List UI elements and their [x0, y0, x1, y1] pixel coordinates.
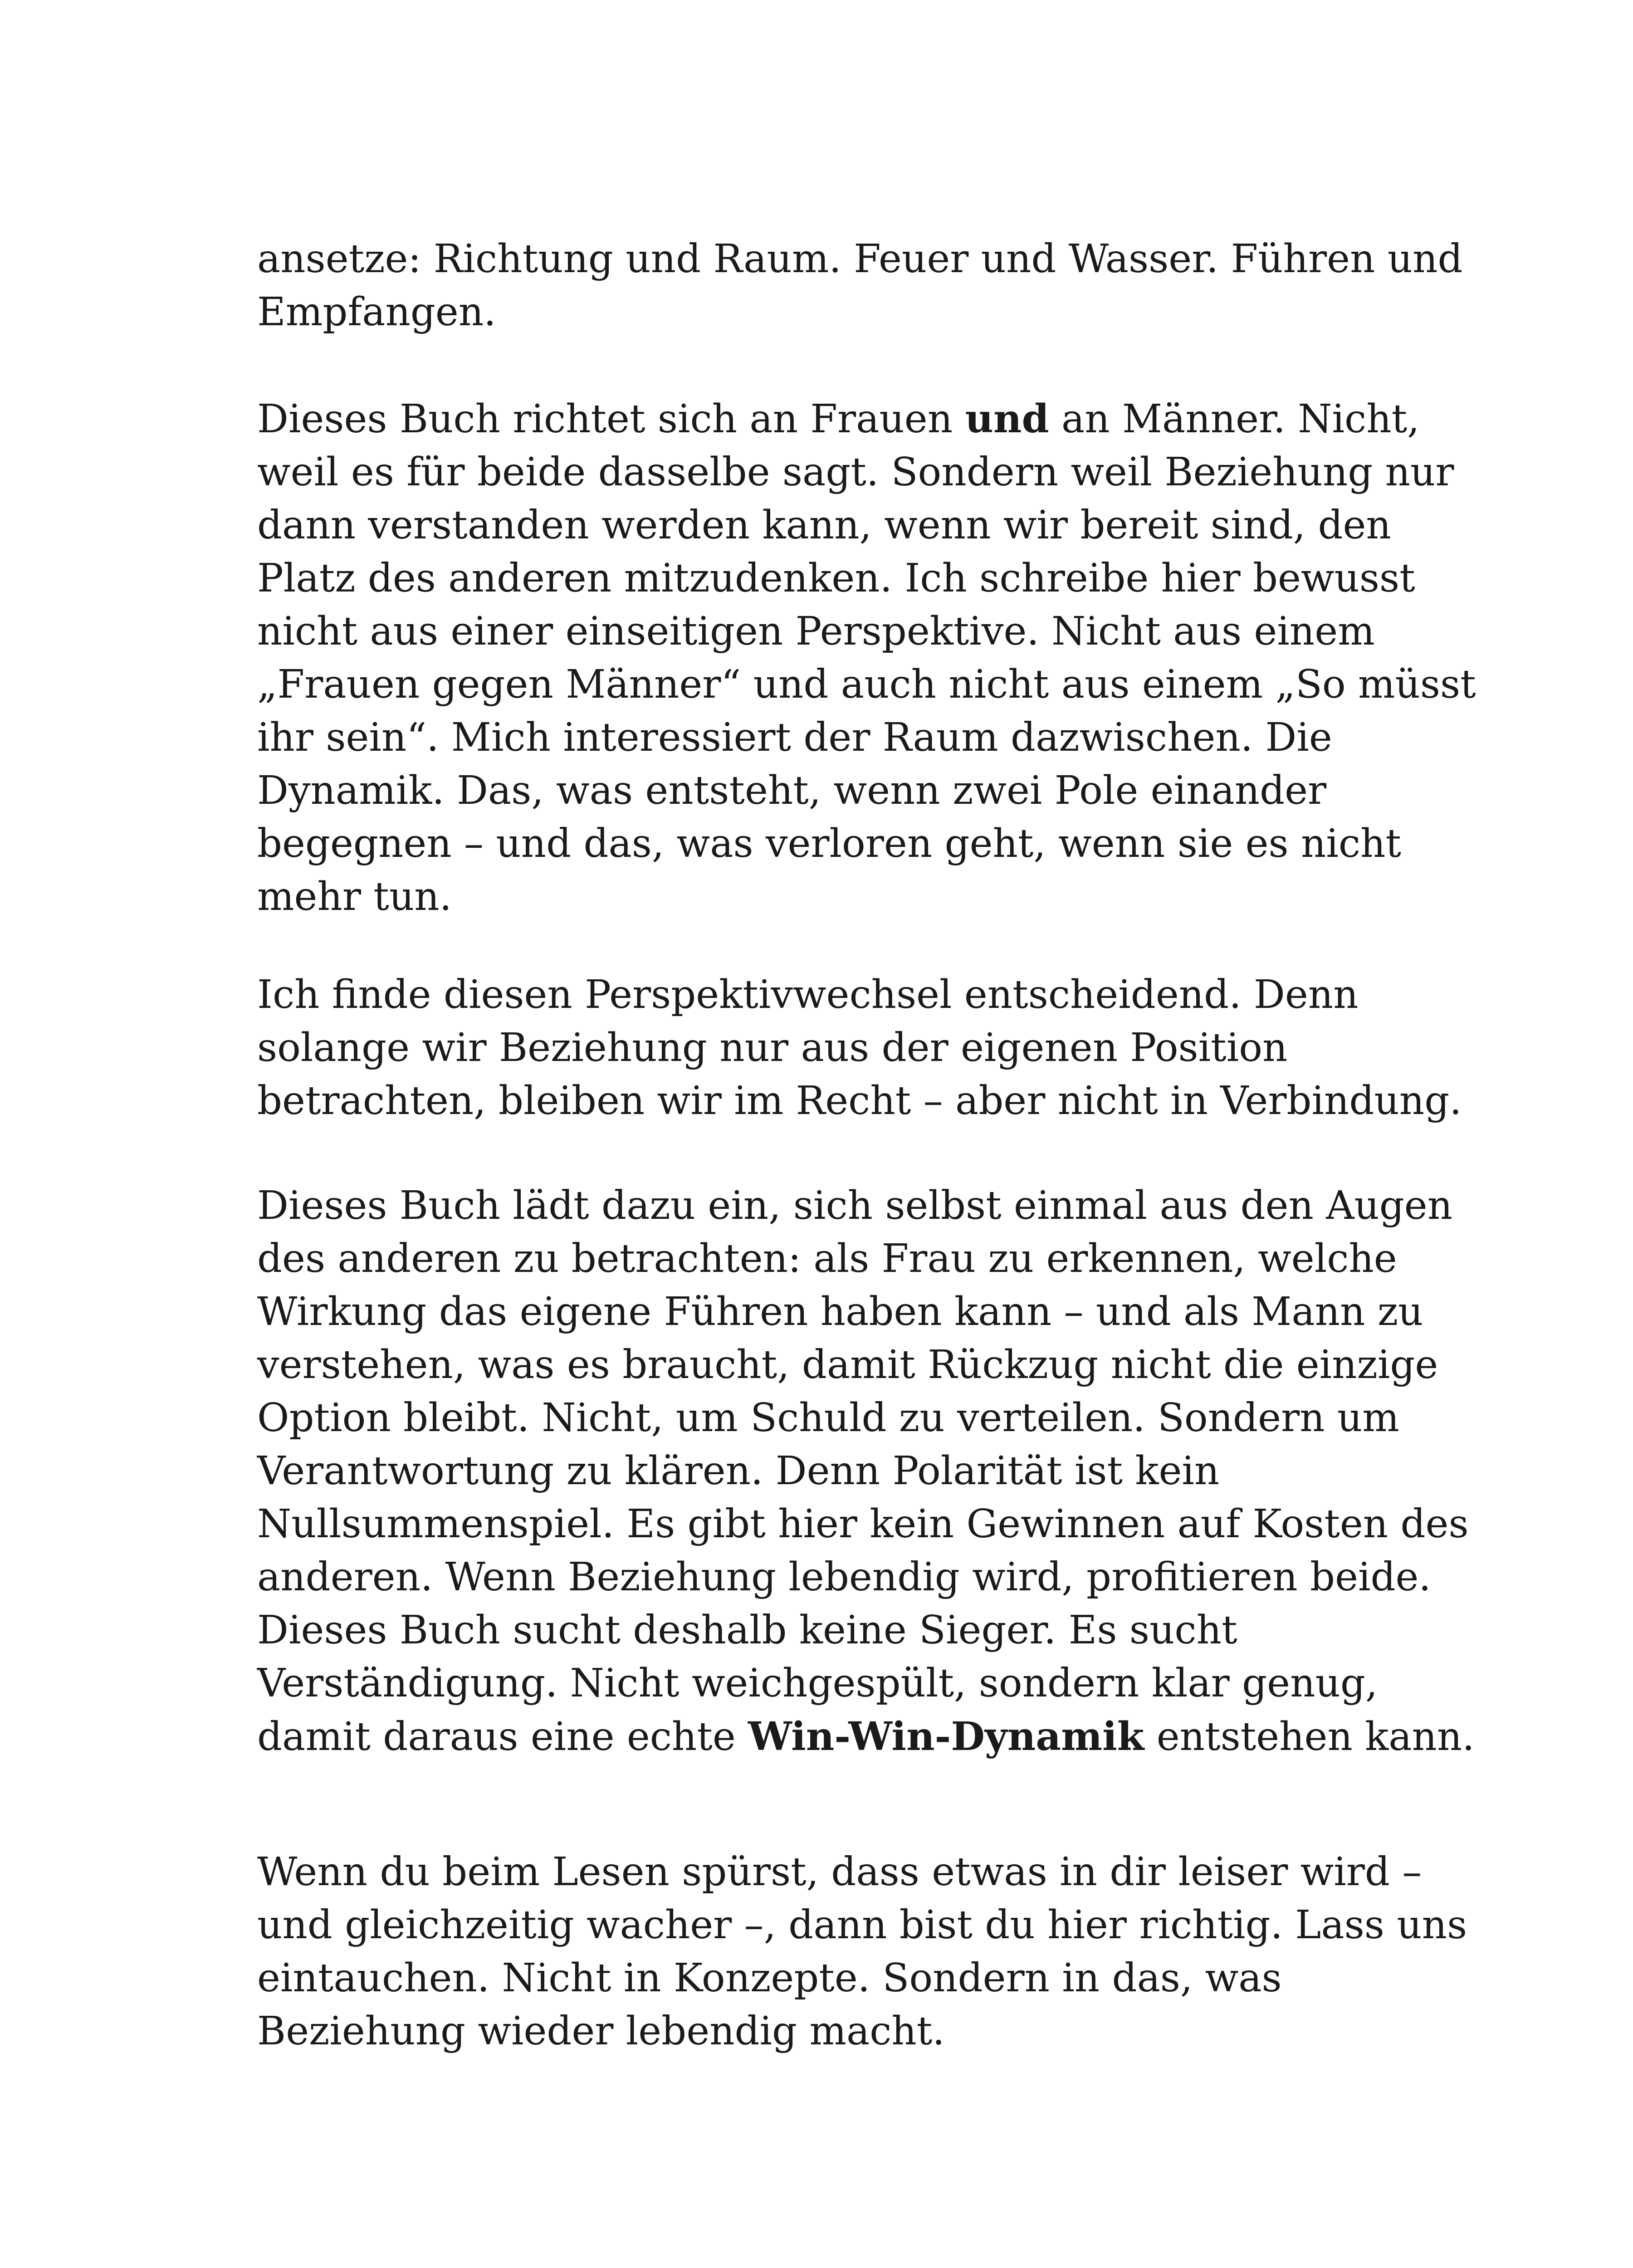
text-line — [257, 1710, 1475, 1764]
text-run: an Männer. Nicht, — [1049, 396, 1420, 442]
text-line: eintauchen. Nicht in Konzepte. Sondern in das, was — [257, 1955, 1282, 2001]
paragraph-4 — [257, 1179, 1475, 1764]
emphasis-win-win-dynamik: Win-Win-Dynamik — [748, 1714, 1144, 1760]
text-line: Empfangen. — [257, 289, 496, 335]
text-line: dann verstanden werden kann, wenn wir bereit sind, den — [257, 503, 1391, 548]
text-run: entstehen kann. — [1144, 1714, 1475, 1760]
text-line: und gleichzeitig wacher –, dann bist du hier richtig. Lass uns — [257, 1902, 1467, 1948]
text-line: ansetze: Richtung und Raum. Feuer und Wasser. Führen und — [257, 236, 1463, 282]
paragraph-5 — [257, 1846, 1467, 2058]
text-line: Dieses Buch lädt dazu ein, sich selbst einmal aus den Augen — [257, 1183, 1453, 1228]
text-line: Ich finde diesen Perspektivwechsel entscheidend. Denn — [257, 972, 1359, 1017]
text-line: Wirkung das eigene Führen haben kann – und als Mann zu — [257, 1289, 1423, 1334]
text-line: betrachten, bleiben wir im Recht – aber nicht in Verbindung. — [257, 1078, 1462, 1124]
text-line — [257, 392, 1420, 446]
text-line: Beziehung wieder lebendig macht. — [257, 2009, 945, 2054]
text-run: damit daraus eine echte — [257, 1714, 748, 1760]
text-line: Verantwortung zu klären. Denn Polarität ist kein — [257, 1448, 1220, 1494]
text-line: des anderen zu betrachten: als Frau zu erkennen, welche — [257, 1236, 1397, 1281]
text-line: Verständigung. Nicht weichgespült, sondern klar genug, — [257, 1661, 1378, 1706]
text-line: Dieses Buch sucht deshalb keine Sieger. Es sucht — [257, 1608, 1237, 1653]
text-line: verstehen, was es braucht, damit Rückzug nicht die einzige — [257, 1342, 1438, 1388]
paragraph-2 — [257, 392, 1476, 924]
text-line: anderen. Wenn Beziehung lebendig wird, profitieren beide. — [257, 1554, 1431, 1600]
paragraph-1 — [257, 233, 1463, 339]
text-line: „Frauen gegen Männer“ und auch nicht aus einem „So müsst — [257, 662, 1476, 707]
text-line: mehr tun. — [257, 874, 452, 919]
text-line: nicht aus einer einseitigen Perspektive. Nicht aus einem — [257, 609, 1375, 654]
text-line: ihr sein“. Mich interessiert der Raum dazwischen. Die — [257, 715, 1332, 760]
text-line: Nullsummenspiel. Es gibt hier kein Gewinnen auf Kosten des — [257, 1501, 1469, 1547]
text-line: weil es für beide dasselbe sagt. Sondern weil Beziehung nur — [257, 450, 1454, 495]
text-line: solange wir Beziehung nur aus der eigenen Position — [257, 1025, 1288, 1070]
text-run: Dieses Buch richtet sich an Frauen — [257, 396, 965, 442]
paragraph-3 — [257, 968, 1462, 1128]
emphasis-und: und — [965, 396, 1049, 442]
text-line: Wenn du beim Lesen spürst, dass etwas in dir leiser wird – — [257, 1849, 1422, 1895]
text-line: Dynamik. Das, was entsteht, wenn zwei Pole einander — [257, 768, 1327, 813]
text-line: begegnen – und das, was verloren geht, wenn sie es nicht — [257, 821, 1401, 866]
text-line: Platz des anderen mitzudenken. Ich schreibe hier bewusst — [257, 556, 1415, 601]
text-line: Option bleibt. Nicht, um Schuld zu verteilen. Sondern um — [257, 1395, 1399, 1441]
